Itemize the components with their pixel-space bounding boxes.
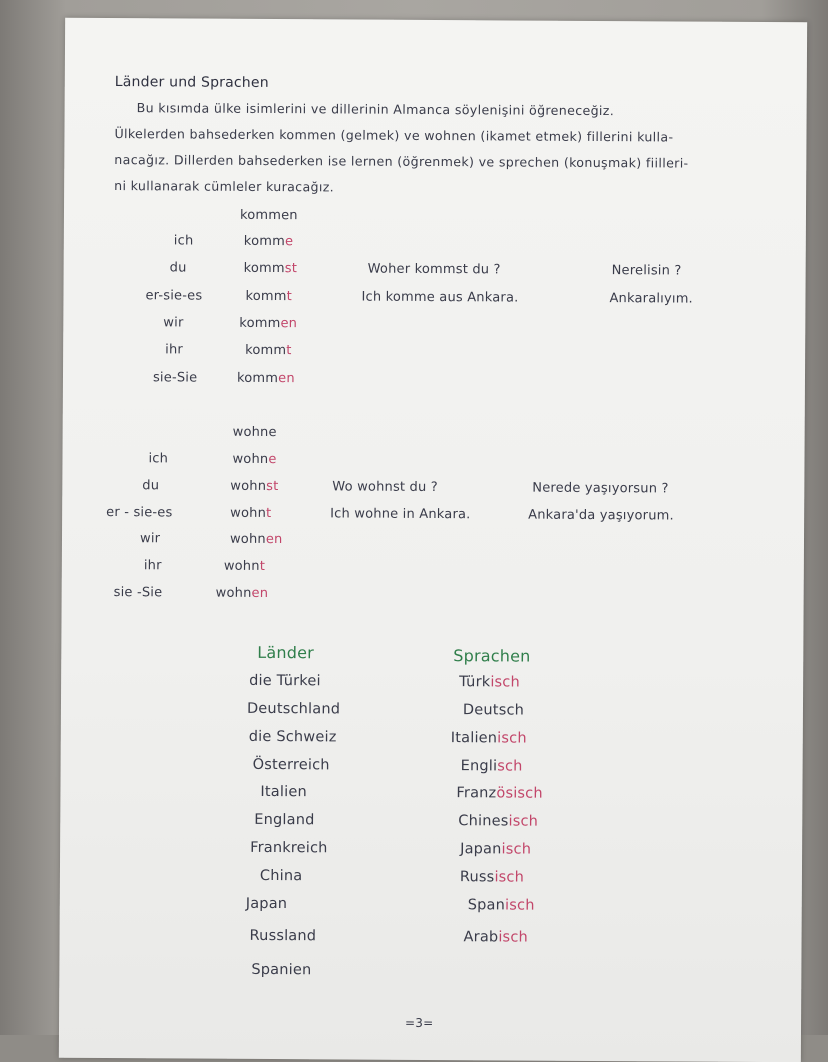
page-number: =3= <box>405 1015 434 1031</box>
country-item: England <box>254 811 315 829</box>
kommen-answer: Ich komme aus Ankara. <box>361 289 519 306</box>
kommen-pronoun: wir <box>163 315 184 331</box>
wohnen-pronoun: ich <box>148 451 169 467</box>
language-item: Italienisch <box>450 730 527 747</box>
wohnen-answer-tr: Ankara'da yaşıyorum. <box>528 507 674 524</box>
wohnen-question-tr: Nerede yaşıyorsun ? <box>532 480 669 497</box>
country-item: die Türkei <box>249 672 321 690</box>
countries-heading: Länder <box>257 642 315 663</box>
kommen-pronoun: ihr <box>165 342 183 358</box>
language-item: Deutsch <box>462 702 525 719</box>
kommen-form: kommst <box>243 260 298 277</box>
wohnen-form: wohne <box>232 451 277 468</box>
wohnen-form: wohnen <box>229 531 283 548</box>
page-title: Länder und Sprachen <box>114 74 269 91</box>
wohnen-form: wohnen <box>215 585 269 601</box>
intro-line-1: Bu kısımda ülke isimlerini ve dillerinin Almanca söylenişini öğreneceğiz. <box>136 100 615 119</box>
intro-line-2: Ülkelerden bahsederken kommen (gelmek) ve wohnen (ikamet etmek) fillerini kulla- <box>114 126 674 145</box>
kommen-question: Woher kommst du ? <box>367 261 501 278</box>
country-item: Italien <box>260 783 307 801</box>
country-item: Österreich <box>252 756 330 774</box>
wohnen-form: wohnst <box>230 478 279 495</box>
wohnen-form: wohnt <box>230 505 272 522</box>
kommen-form: komme <box>243 233 294 250</box>
wohnen-pronoun: ihr <box>143 558 162 574</box>
kommen-pronoun: sie-Sie <box>152 370 198 386</box>
wohnen-heading: wohne <box>232 424 277 441</box>
country-item: Russland <box>249 927 317 945</box>
language-item: Russisch <box>459 869 525 886</box>
country-item: Japan <box>245 895 288 913</box>
kommen-pronoun: du <box>169 260 187 276</box>
language-item: Französisch <box>456 785 543 802</box>
kommen-answer-tr: Ankaralıyım. <box>609 291 693 307</box>
kommen-form: kommen <box>236 370 295 387</box>
country-item: die Schweiz <box>248 728 337 746</box>
kommen-heading: kommen <box>239 207 298 224</box>
kommen-form: kommen <box>239 315 298 332</box>
language-item: Japanisch <box>460 841 532 858</box>
wohnen-form: wohnt <box>223 558 266 574</box>
wohnen-pronoun: er - sie-es <box>106 505 173 521</box>
country-item: Deutschland <box>246 700 341 718</box>
language-item: Englisch <box>460 758 523 775</box>
wohnen-answer: Ich wohne in Ankara. <box>330 506 471 523</box>
wohnen-pronoun: wir <box>139 531 161 547</box>
wohnen-pronoun: sie -Sie <box>113 585 163 601</box>
kommen-pronoun: ich <box>173 233 194 249</box>
intro-line-3: nacağız. Dillerden bahsederken ise lernen (öğrenmek) ve sprechen (konuşmak) fiilleri- <box>114 152 689 171</box>
languages-heading: Sprachen <box>453 646 531 666</box>
wohnen-question: Wo wohnst du ? <box>332 479 438 496</box>
country-item: Frankreich <box>250 839 328 857</box>
kommen-form: kommt <box>245 342 292 359</box>
kommen-form: kommt <box>245 288 292 305</box>
intro-line-4: ni kullanarak cümleler kuracağız. <box>114 178 335 195</box>
language-item: Spanisch <box>467 897 535 914</box>
kommen-pronoun: er-sie-es <box>145 288 203 304</box>
wohnen-pronoun: du <box>142 478 160 494</box>
country-item: Spanien <box>251 961 312 979</box>
language-item: Arabisch <box>463 929 528 946</box>
kommen-question-tr: Nerelisin ? <box>611 263 682 279</box>
language-item: Chinesisch <box>458 813 539 830</box>
language-item: Türkisch <box>459 674 520 691</box>
country-item: China <box>259 867 303 885</box>
notebook-page <box>59 18 807 1062</box>
